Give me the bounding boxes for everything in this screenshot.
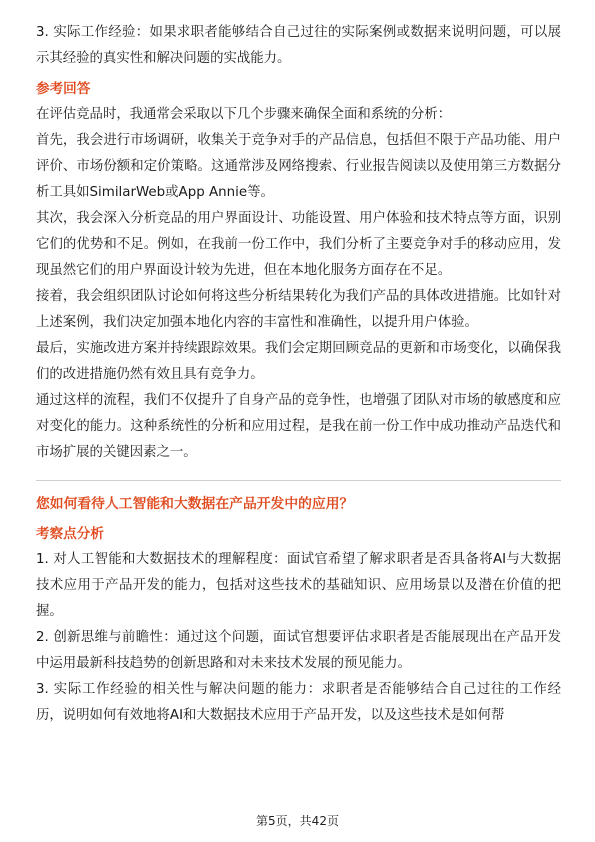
answer-paragraph: 接着，我会组织团队讨论如何将这些分析结果转化为我们产品的具体改进措施。比如针对上述案例，我们决定加强本地化内容的丰富性和准确性，以提升用户体验。 (36, 289, 561, 330)
analysis-item: 3. 实际工作经验的相关性与解决问题的能力：求职者是否能够结合自己过往的工作经历，说明如何有效地将AI和大数据技术应用于产品开发，以及这些技术是如何帮 (36, 682, 561, 723)
question-title: 您如何看待人工智能和大数据在产品开发中的应用？ (36, 496, 354, 512)
answer-heading: 参考回答 (36, 81, 91, 97)
answer-paragraph: 在评估竞品时，我通常会采取以下几个步骤来确保全面和系统的分析： (36, 107, 452, 122)
page-content (36, 20, 561, 729)
page-number: 第5页，共42页 (256, 814, 339, 828)
section-divider (36, 480, 561, 481)
analysis-item: 2. 创新思维与前瞻性：通过这个问题，面试官想要评估求职者是否能展现出在产品开发中运用最新科技趋势的创新思路和对未来技术发展的预见能力。 (36, 630, 561, 671)
analysis-heading: 考察点分析 (36, 526, 104, 542)
answer-paragraph: 其次，我会深入分析竞品的用户界面设计、功能设置、用户体验和技术特点等方面，识别它们的优势和不足。例如，在我前一份工作中，我们分析了主要竞争对手的移动应用，发现虽然它们的用户界面设计较为先进，但在本地化服务方面存在不足。 (36, 211, 561, 278)
criteria-item-3: 3. 实际工作经验：如果求职者能够结合自己过往的实际案例或数据来说明问题，可以展示其经验的真实性和解决问题的实战能力。 (36, 25, 561, 66)
answer-paragraph: 首先，我会进行市场调研，收集关于竞争对手的产品信息，包括但不限于产品功能、用户评价、市场份额和定价策略。这通常涉及网络搜索、行业报告阅读以及使用第三方数据分析工具如SimilarWeb或App Annie等。 (36, 133, 561, 200)
answer-paragraph: 通过这样的流程，我们不仅提升了自身产品的竞争性，也增强了团队对市场的敏感度和应对变化的能力。这种系统性的分析和应用过程，是我在前一份工作中成功推动产品迭代和市场扩展的关键因素之一。 (36, 393, 561, 460)
analysis-item: 1. 对人工智能和大数据技术的理解程度：面试官希望了解求职者是否具备将AI与大数据技术应用于产品开发的能力，包括对这些技术的基础知识、应用场景以及潜在价值的把握。 (36, 552, 561, 619)
answer-paragraph: 最后，实施改进方案并持续跟踪效果。我们会定期回顾竞品的更新和市场变化，以确保我们的改进措施仍然有效且具有竞争力。 (36, 341, 561, 382)
